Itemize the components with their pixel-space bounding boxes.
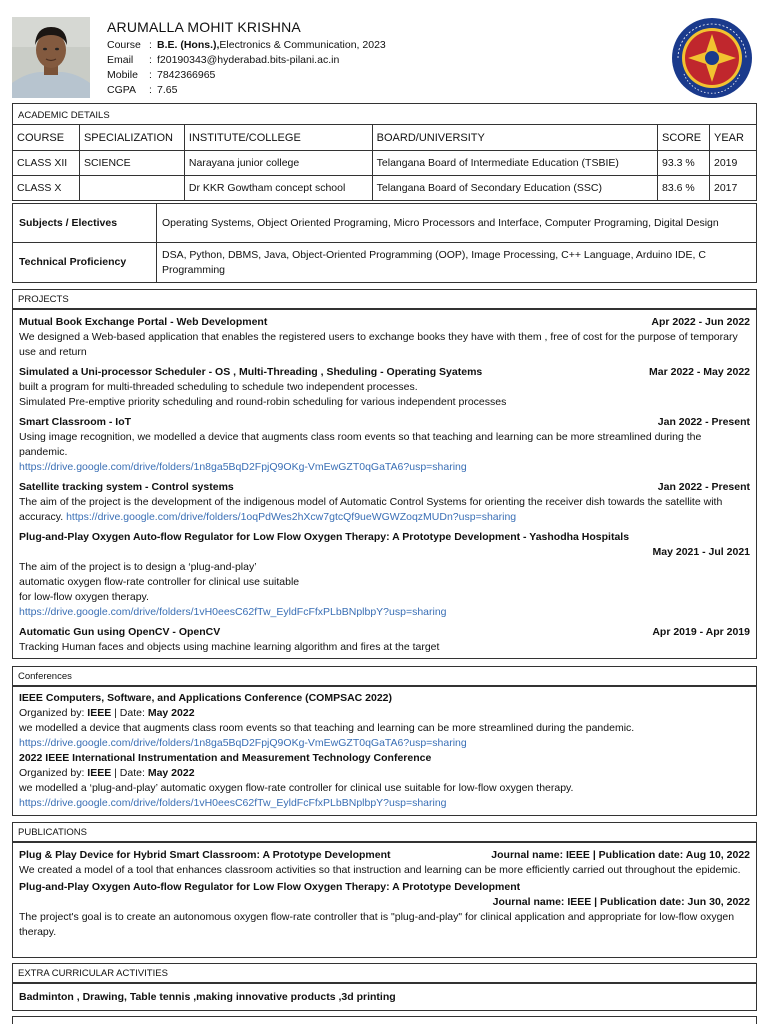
project-title: Mutual Book Exchange Portal - Web Development [19,316,268,328]
col-header-year: YEAR [710,125,757,151]
project-link[interactable]: https://drive.google.com/drive/folders/1n8ga5BqD2FpjQ9OKg-VmEwGZT0qGaTA6?usp=sharing [19,461,467,473]
publication-item [13,880,756,940]
mobile-row [107,68,386,83]
conference-title: 2022 IEEE International Instrumentation and Measurement Technology Conference [19,752,432,764]
cell-institute: Dr KKR Gowtham concept school [184,176,372,201]
conference-org: IEEE [87,707,112,719]
course-detail: Electronics & Communication, 2023 [219,39,386,51]
project-title: Plug-and-Play Oxygen Auto-flow Regulator for Low Flow Oxygen Therapy: A Prototype Development - Yashodha Hospitals [19,531,630,543]
project-description: built a program for multi-threaded scheduling to schedule two independent processes. [19,381,418,393]
project-title: Automatic Gun using OpenCV - OpenCV [19,626,221,638]
project-date: Apr 2022 - Jun 2022 [651,316,750,328]
cell-board: Telangana Board of Secondary Education (SSC) [372,176,657,201]
course-degree: B.E. (Hons.), [157,39,220,51]
project-description: Simulated Pre-emptive priority scheduling and round-robin scheduling for various independent processes [19,396,507,408]
date-label: | Date: [114,707,145,719]
section-title-projects: PROJECTS [12,289,757,309]
project-date: Apr 2019 - Apr 2019 [652,626,750,638]
col-header-course: COURSE [13,125,80,151]
organized-label: Organized by: [19,707,85,719]
conference-meta [19,706,750,721]
cgpa-row [107,83,386,98]
project-date: May 2021 - Jul 2021 [652,546,750,558]
conference-link[interactable]: https://drive.google.com/drive/folders/1n8ga5BqD2FpjQ9OKg-VmEwGZT0qGaTA6?usp=sharing [19,737,467,749]
profile-header [0,0,768,102]
technical-label: Technical Proficiency [13,243,157,283]
conference-title: IEEE Computers, Software, and Applications Conference (COMPSAC 2022) [19,692,393,704]
publication-title: Plug-and-Play Oxygen Auto-flow Regulator for Low Flow Oxygen Therapy: A Prototype Development [19,881,521,893]
email-value[interactable]: f20190343@hyderabad.bits-pilani.ac.in [157,54,340,66]
cell-year: 2019 [710,151,757,176]
project-title: Simulated a Uni-processor Scheduler - OS , Multi-Threading , Sheduling - Operating Syatems [19,366,483,378]
conference-description: we modelled a ‘plug-and-play’ automatic oxygen flow-rate controller for clinical use suitable for low-flow oxygen therapy. [19,782,574,794]
date-label: | Date: [114,767,145,779]
mobile-label: Mobile [107,69,138,81]
project-description: Using image recognition, we modelled a device that augments class room events so that teaching and learning can be more streamlined during the pandemic. [19,431,702,458]
conference-meta [19,766,750,781]
project-description: automatic oxygen flow-rate controller for clinical use suitable [19,576,300,588]
email-row [107,53,386,68]
project-link[interactable]: https://drive.google.com/drive/folders/1vH0eesC62fTw_EyldFcFfxPLbBNplbpY?usp=sharing [19,606,447,618]
projects-section [12,309,757,659]
academic-details-table [12,103,757,201]
section-title-publications: PUBLICATIONS [12,822,757,842]
separator: : [149,39,152,51]
project-description: for low-flow oxygen therapy. [19,591,149,603]
project-description: We designed a Web-based application that enables the registered users to exchange books they have with them , free of cost for the purpose of temporary use and return [19,331,738,358]
subjects-label: Subjects / Electives [13,204,157,243]
project-date: Mar 2022 - May 2022 [649,366,750,378]
conference-link[interactable]: https://drive.google.com/drive/folders/1vH0eesC62fTw_EyldFcFfxPLbBNplbpY?usp=sharing [19,797,447,809]
technical-value: DSA, Python, DBMS, Java, Object-Oriented Programming (OOP), Image Processing, C++ Language, Arduino IDE, C Programming [157,243,757,283]
table-row [13,176,757,201]
project-item [13,530,756,620]
course-label: Course [107,39,141,51]
conference-item [13,691,756,751]
project-description: Tracking Human faces and objects using machine learning algorithm and fires at the target [19,641,440,653]
organized-label: Organized by: [19,767,85,779]
project-title: Smart Classroom - IoT [19,416,132,428]
cell-year: 2017 [710,176,757,201]
project-item [13,365,756,410]
project-item [13,480,756,525]
publication-description: We created a model of a tool that enhances classroom activities so that instruction and learning can be more efficiently carried out throughout the epidemic. [19,864,741,876]
publication-journal: Journal name: IEEE | Publication date: Aug 10, 2022 [491,849,750,861]
skills-table [12,203,757,283]
cell-course: CLASS X [13,176,80,201]
mobile-value: 7842366965 [157,69,216,81]
cell-board: Telangana Board of Intermediate Education (TSBIE) [372,151,657,176]
conference-org: IEEE [87,767,112,779]
subjects-value: Operating Systems, Object Oriented Programing, Micro Processors and Interface, Computer Programing, Digital Design [157,204,757,243]
project-item [13,415,756,475]
publications-section [12,842,757,958]
cell-course: CLASS XII [13,151,80,176]
conference-date: May 2022 [147,707,195,719]
col-header-board: BOARD/UNIVERSITY [372,125,657,151]
publication-journal: Journal name: IEEE | Publication date: Jun 30, 2022 [492,896,750,908]
col-header-score: SCORE [658,125,710,151]
section-title-extracurricular: EXTRA CURRICULAR ACTIVITIES [12,963,757,983]
conference-description: we modelled a device that augments class room events so that teaching and learning can be more streamlined during the pandemic. [19,722,635,734]
conferences-section [12,686,757,816]
cell-institute: Narayana junior college [184,151,372,176]
section-title-conferences: Conferences [12,666,757,686]
email-label: Email [107,54,134,66]
conference-date: May 2022 [147,767,195,779]
section-title-academic: ACADEMIC DETAILS [13,104,757,125]
project-date: Jan 2022 - Present [657,481,750,493]
project-date: Jan 2022 - Present [657,416,750,428]
separator: : [149,54,152,66]
publication-title: Plug & Play Device for Hybrid Smart Classroom: A Prototype Development [19,849,391,861]
contact-info [107,38,386,98]
cell-score: 83.6 % [658,176,710,201]
publication-description: The project's goal is to create an autonomous oxygen flow-rate controller that is "plug-and-play" for clinical application and appropriate for low-flow oxygen therapy. [19,911,735,938]
cell-score: 93.3 % [658,151,710,176]
project-title: Satellite tracking system - Control systems [19,481,234,493]
separator: : [149,84,152,96]
project-item [13,315,756,360]
cell-specialization [79,176,184,201]
extracurricular-section [12,983,757,1011]
cgpa-value: 7.65 [157,84,178,96]
project-description-text: The aim of the project is the development of the indigenous model of Automatic Control Systems for orienting the receiver dish towards the satellite with accuracy. [19,496,723,523]
extracurricular-text: Badminton , Drawing, Table tennis ,making innovative products ,3d printing [19,991,396,1003]
bits-pilani-logo [668,16,756,100]
project-link[interactable]: https://drive.google.com/drive/folders/1oqPdWes2hXcw7gtcQf9ueWGWZoqzMUDn?usp=sharing [66,511,517,523]
candidate-name: ARUMALLA MOHIT KRISHNA [107,19,301,35]
publication-item [13,848,756,878]
course-row [107,38,386,53]
cell-specialization: SCIENCE [79,151,184,176]
cgpa-label: CGPA [107,84,136,96]
conference-item [13,751,756,811]
col-header-institute: INSTITUTE/COLLEGE [184,125,372,151]
project-description: The aim of the project is to design a ‘plug-and-play’ [19,561,257,573]
col-header-specialization: SPECIALIZATION [79,125,184,151]
project-item [13,625,756,655]
separator: : [149,69,152,81]
project-description [19,495,750,525]
profile-photo [12,17,90,98]
table-row [13,151,757,176]
next-section-box [12,1016,757,1024]
